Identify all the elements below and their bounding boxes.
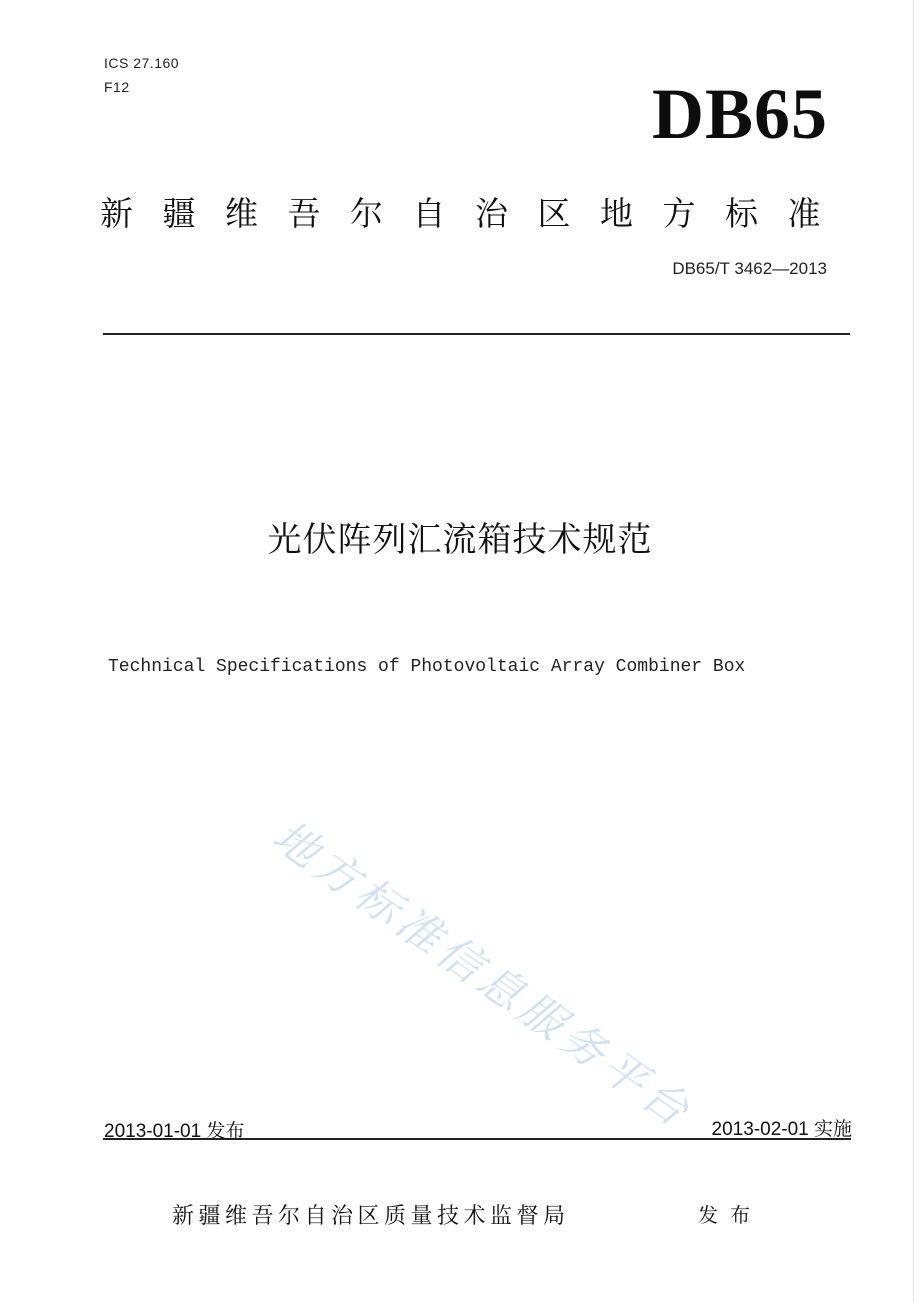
publisher-name: 新疆维吾尔自治区质量技术监督局 [172,1204,570,1229]
watermark: 地方标准信息服务平台 [263,810,703,1140]
standard-number: DB65/T 3462—2013 [672,259,827,278]
bottom-divider [103,1138,851,1140]
classification-code: F12 [104,79,130,95]
effective-date: 2013-02-01 实施 [711,1119,852,1140]
issuer-level-heading: 新疆维吾尔自治区地方标准 [100,194,850,233]
document-title-en: Technical Specifications of Photovoltaic Array Combiner Box [108,657,746,677]
release-date: 2013-01-01 发布 [104,1121,245,1142]
standard-code-logo: DB65 [651,74,828,154]
ics-code: ICS 27.160 [104,55,180,71]
publish-label: 发布 [698,1203,762,1227]
page-edge-line [913,0,914,1302]
document-title-cn: 光伏阵列汇流箱技术规范 [267,520,653,560]
top-divider [103,333,850,335]
